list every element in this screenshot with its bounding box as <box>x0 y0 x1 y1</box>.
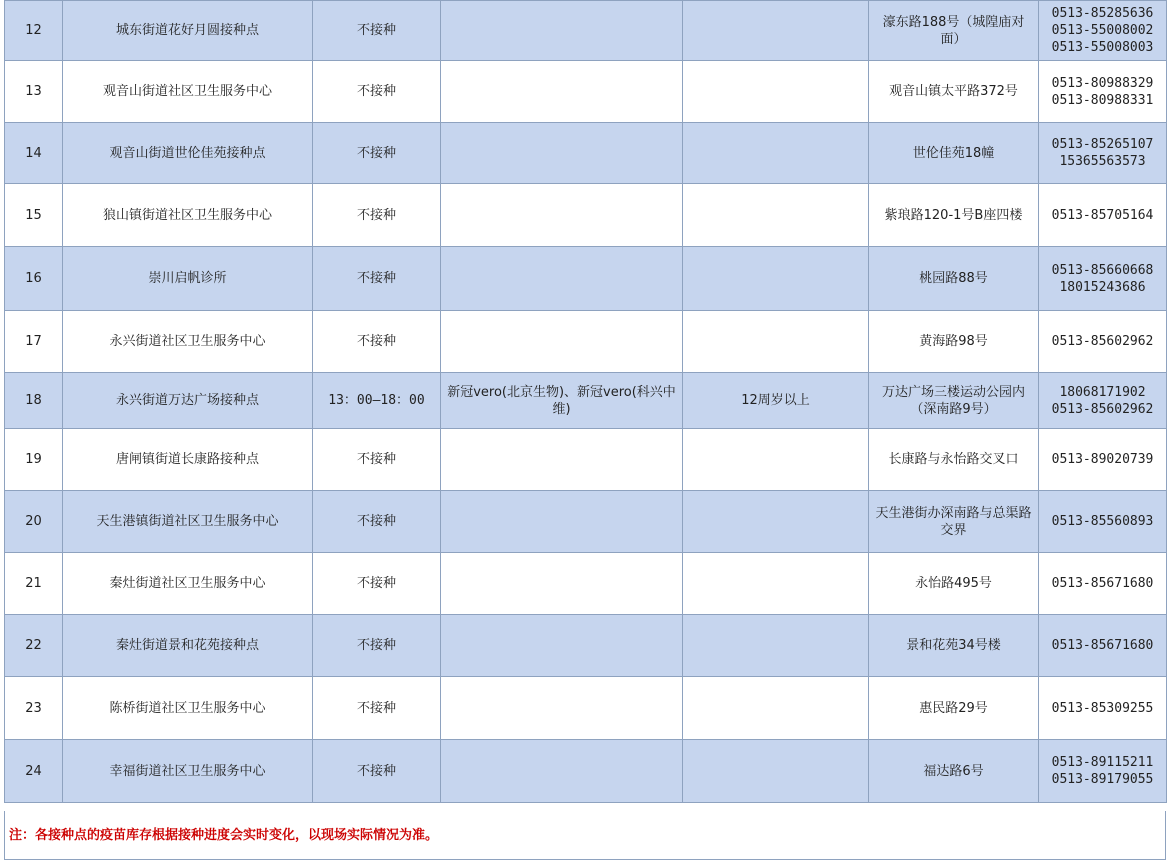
cell-age-group <box>683 61 869 123</box>
cell-address: 万达广场三楼运动公园内（深南路9号） <box>869 373 1039 429</box>
cell-vaccine <box>441 740 683 803</box>
cell-site-name: 陈桥街道社区卫生服务中心 <box>63 677 313 740</box>
cell-address: 世伦佳苑18幢 <box>869 123 1039 184</box>
cell-vaccine <box>441 677 683 740</box>
cell-site-name: 幸福街道社区卫生服务中心 <box>63 740 313 803</box>
cell-vaccine <box>441 247 683 311</box>
cell-vaccine <box>441 553 683 615</box>
cell-vaccine <box>441 311 683 373</box>
cell-time: 不接种 <box>313 61 441 123</box>
cell-time: 不接种 <box>313 740 441 803</box>
cell-number: 23 <box>5 677 63 740</box>
cell-site-name: 崇川启帆诊所 <box>63 247 313 311</box>
cell-address: 观音山镇太平路372号 <box>869 61 1039 123</box>
cell-phone <box>1039 429 1167 491</box>
cell-phone <box>1039 615 1167 677</box>
phone-number: 18068171902 <box>1059 384 1146 400</box>
cell-number: 14 <box>5 123 63 184</box>
cell-phone <box>1039 373 1167 429</box>
cell-vaccine <box>441 429 683 491</box>
table-row <box>5 184 1167 247</box>
cell-site-name: 永兴街道社区卫生服务中心 <box>63 311 313 373</box>
cell-vaccine <box>441 184 683 247</box>
cell-address: 天生港街办深南路与总渠路交界 <box>869 491 1039 553</box>
cell-phone <box>1039 123 1167 184</box>
phone-number: 0513-85660668 <box>1051 262 1154 278</box>
phone-number: 0513-80988331 <box>1051 92 1154 108</box>
cell-number: 22 <box>5 615 63 677</box>
cell-time: 不接种 <box>313 311 441 373</box>
cell-address: 福达路6号 <box>869 740 1039 803</box>
table-row <box>5 740 1167 803</box>
cell-age-group <box>683 491 869 553</box>
vaccination-sites-table <box>4 0 1167 803</box>
cell-site-name: 唐闸镇街道长康路接种点 <box>63 429 313 491</box>
cell-phone <box>1039 491 1167 553</box>
cell-number: 20 <box>5 491 63 553</box>
cell-site-name: 城东街道花好月圆接种点 <box>63 1 313 61</box>
table-row <box>5 677 1167 740</box>
cell-address: 景和花苑34号楼 <box>869 615 1039 677</box>
cell-phone <box>1039 311 1167 373</box>
footer-note: 注：各接种点的疫苗库存根据接种进度会实时变化，以现场实际情况为准。 <box>4 811 1166 860</box>
cell-time: 不接种 <box>313 491 441 553</box>
phone-number: 0513-85602962 <box>1051 401 1154 417</box>
table-body <box>5 1 1167 803</box>
phone-number: 15365563573 <box>1059 154 1146 169</box>
table-row <box>5 1 1167 61</box>
cell-age-group <box>683 740 869 803</box>
phone-number: 0513-85602962 <box>1051 334 1154 349</box>
phone-number: 18015243686 <box>1059 279 1146 295</box>
cell-age-group <box>683 429 869 491</box>
cell-address: 黄海路98号 <box>869 311 1039 373</box>
cell-vaccine <box>441 491 683 553</box>
cell-address: 惠民路29号 <box>869 677 1039 740</box>
phone-number: 0513-85560893 <box>1051 514 1154 529</box>
cell-age-group <box>683 311 869 373</box>
cell-number: 21 <box>5 553 63 615</box>
phone-number: 0513-85265107 <box>1051 137 1154 152</box>
cell-time: 不接种 <box>313 615 441 677</box>
cell-vaccine <box>441 615 683 677</box>
cell-number: 15 <box>5 184 63 247</box>
cell-time: 不接种 <box>313 247 441 311</box>
cell-site-name: 永兴街道万达广场接种点 <box>63 373 313 429</box>
cell-address: 濠东路188号（城隍庙对面） <box>869 1 1039 61</box>
table-row <box>5 311 1167 373</box>
cell-number: 13 <box>5 61 63 123</box>
cell-time: 不接种 <box>313 1 441 61</box>
cell-vaccine <box>441 1 683 61</box>
cell-vaccine <box>441 123 683 184</box>
phone-number: 0513-85671680 <box>1051 638 1154 653</box>
cell-age-group <box>683 184 869 247</box>
cell-time: 不接种 <box>313 677 441 740</box>
phone-number: 0513-55008003 <box>1051 40 1154 55</box>
phone-number: 0513-85705164 <box>1051 207 1154 223</box>
phone-number: 0513-85285636 <box>1051 6 1154 21</box>
cell-age-group <box>683 247 869 311</box>
cell-age-group <box>683 1 869 61</box>
cell-age-group <box>683 123 869 184</box>
cell-age-group <box>683 615 869 677</box>
cell-time: 13：00—18：00 <box>313 373 441 429</box>
cell-vaccine: 新冠vero(北京生物)、新冠vero(科兴中维) <box>441 373 683 429</box>
table-row <box>5 123 1167 184</box>
phone-number: 0513-85671680 <box>1051 576 1154 591</box>
cell-phone <box>1039 247 1167 311</box>
cell-phone <box>1039 1 1167 61</box>
cell-time: 不接种 <box>313 553 441 615</box>
cell-address: 长康路与永怡路交叉口 <box>869 429 1039 491</box>
table-row <box>5 429 1167 491</box>
cell-address: 桃园路88号 <box>869 247 1039 311</box>
table-row <box>5 615 1167 677</box>
cell-address: 永怡路495号 <box>869 553 1039 615</box>
cell-time: 不接种 <box>313 123 441 184</box>
cell-address: 紫琅路120-1号B座四楼 <box>869 184 1039 247</box>
cell-site-name: 观音山街道社区卫生服务中心 <box>63 61 313 123</box>
cell-phone <box>1039 740 1167 803</box>
cell-number: 16 <box>5 247 63 311</box>
cell-age-group: 12周岁以上 <box>683 373 869 429</box>
cell-age-group <box>683 553 869 615</box>
cell-number: 18 <box>5 373 63 429</box>
cell-age-group <box>683 677 869 740</box>
cell-phone <box>1039 677 1167 740</box>
cell-site-name: 观音山街道世伦佳苑接种点 <box>63 123 313 184</box>
table-row <box>5 61 1167 123</box>
cell-site-name: 秦灶街道社区卫生服务中心 <box>63 553 313 615</box>
cell-phone <box>1039 184 1167 247</box>
cell-phone <box>1039 61 1167 123</box>
cell-site-name: 狼山镇街道社区卫生服务中心 <box>63 184 313 247</box>
cell-vaccine <box>441 61 683 123</box>
table-row <box>5 373 1167 429</box>
cell-site-name: 天生港镇街道社区卫生服务中心 <box>63 491 313 553</box>
cell-number: 17 <box>5 311 63 373</box>
cell-number: 12 <box>5 1 63 61</box>
phone-number: 0513-89115211 <box>1051 755 1154 770</box>
cell-site-name: 秦灶街道景和花苑接种点 <box>63 615 313 677</box>
phone-number: 0513-55008002 <box>1051 23 1154 38</box>
cell-time: 不接种 <box>313 184 441 247</box>
phone-number: 0513-89020739 <box>1051 452 1154 467</box>
table-row <box>5 247 1167 311</box>
cell-phone <box>1039 553 1167 615</box>
table-row <box>5 491 1167 553</box>
phone-number: 0513-80988329 <box>1051 75 1154 91</box>
table-row <box>5 553 1167 615</box>
cell-number: 24 <box>5 740 63 803</box>
cell-time: 不接种 <box>313 429 441 491</box>
cell-number: 19 <box>5 429 63 491</box>
phone-number: 0513-89179055 <box>1051 772 1154 787</box>
phone-number: 0513-85309255 <box>1051 700 1154 716</box>
